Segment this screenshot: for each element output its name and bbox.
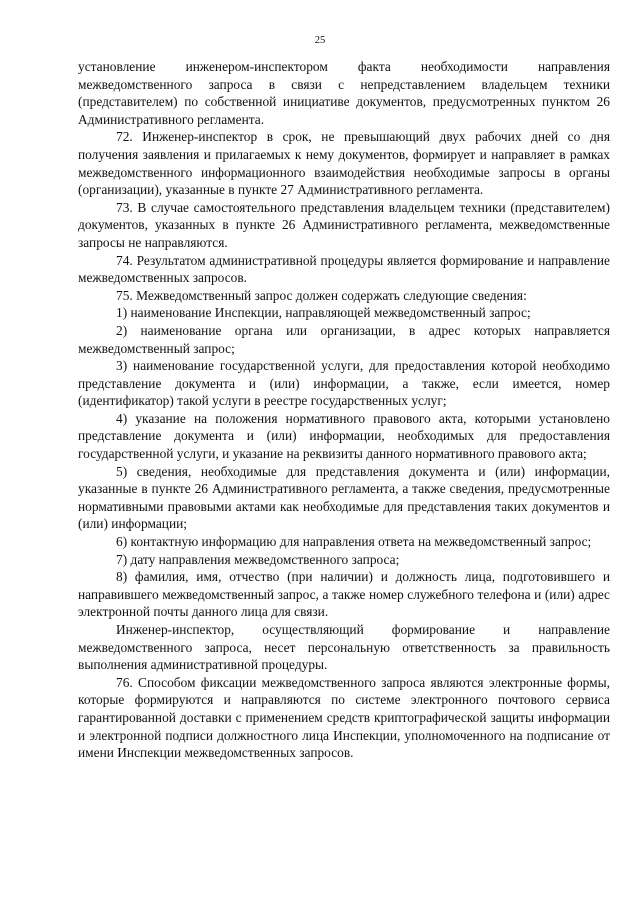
- paragraph-responsibility: Инженер-инспектор, осуществляющий формирование и направление межведомственного запроса, несет персональную ответственность за правильность выполнения административной процедуры.: [78, 622, 610, 673]
- list-item-3: 3) наименование государственной услуги, для предоставления которой необходимо представление документа и (или) информации, а также, если имеется, номер (идентификатор) такой услуги в реестре государственных услуг;: [78, 358, 610, 409]
- list-item-4: 4) указание на положения нормативного правового акта, которыми установлено представление документа и (или) информации, необходимых для предоставления государственной услуги, и указание на реквизиты данного нормативного правового акта;: [78, 410, 610, 462]
- paragraph-continuation: установление инженером-инспектором факта необходимости направления межведомственного запроса в связи с непредставлением владельцем техники (представителем) по собственной инициативе документов, предусмотренных пунктом 26 Административного регламента.: [78, 59, 610, 127]
- paragraph-73: 73. В случае самостоятельного представления владельцем техники (представителем) документов, указанных в пункте 26 Административного регламента, межведомственные запросы не направляются.: [78, 199, 610, 250]
- list-item-6: 6) контактную информацию для направления ответа на межведомственный запрос;: [116, 534, 592, 550]
- list-item-7: 7) дату направления межведомственного запроса;: [116, 551, 400, 567]
- paragraph-75: 75. Межведомственный запрос должен содержать следующие сведения:: [116, 287, 527, 303]
- list-item-5: 5) сведения, необходимые для представления документа и (или) информации, указанные в пункте 26 Административного регламента, а также сведения, предусмотренные нормативными правовыми актами как необходимые для представления таких документов и (или) информации;: [78, 463, 610, 532]
- list-item-8: 8) фамилия, имя, отчество (при наличии) и должность лица, подготовившего и направившего межведомственный запрос, а также номер служебного телефона и (или) адрес электронной почты данного лица для связи.: [78, 569, 610, 620]
- list-item-1: 1) наименование Инспекции, направляющей межведомственный запрос;: [116, 305, 531, 321]
- list-item-2: 2) наименование органа или организации, в адрес которых направляется межведомственный запрос;: [78, 322, 610, 356]
- paragraph-72: 72. Инженер-инспектор в срок, не превышающий двух рабочих дней со дня получения заявления и прилагаемых к нему документов, формирует и направляет в рамках межведомственного информационного взаимодействия необходимые запросы в органы (организации), указанные в пункте 27 Административного регламента.: [78, 129, 610, 198]
- paragraph-74: 74. Результатом административной процедуры является формирование и направление межведомственных запросов.: [78, 252, 610, 286]
- document-body: [78, 58, 610, 762]
- paragraph-76: 76. Способом фиксации межведомственного запроса являются электронные формы, которые формируются и направляются по системе электронного почтового сервиса гарантированной доставки с применением средств криптографической защиты информации и электронной подписи должностного лица Инспекции, уполномоченного на подписание от имени Инспекции межведомственных запросов.: [78, 674, 610, 761]
- page-number: 25: [314, 35, 326, 46]
